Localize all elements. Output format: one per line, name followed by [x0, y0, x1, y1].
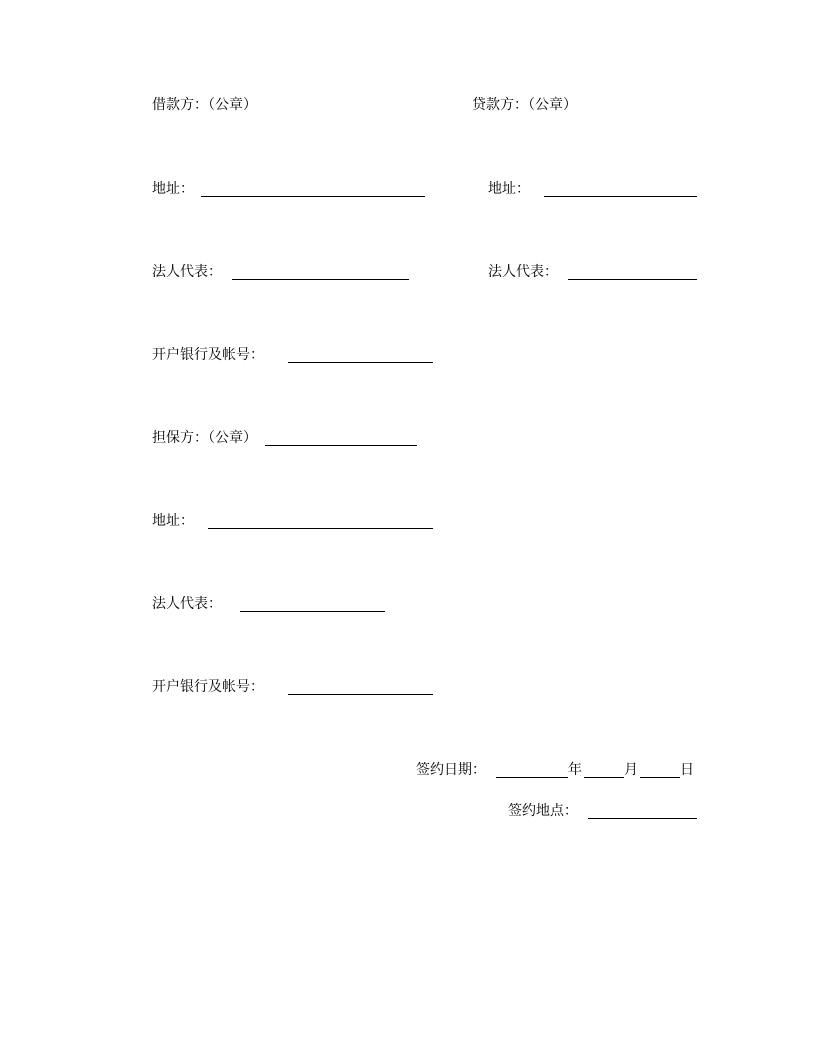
- guarantor-legal-rep-label: 法人代表：: [152, 596, 222, 612]
- borrower-bank-account-field[interactable]: [288, 362, 433, 363]
- guarantor-address-label: 地址：: [152, 513, 194, 529]
- signing-day-field[interactable]: [640, 777, 680, 778]
- year-label: 年: [568, 762, 582, 778]
- borrower-bank-account-label: 开户银行及帐号：: [152, 347, 264, 363]
- borrower-address-label: 地址：: [152, 181, 194, 197]
- guarantor-legal-rep-field[interactable]: [240, 611, 385, 612]
- lender-heading: 贷款方：（公章）: [472, 97, 577, 113]
- lender-address-field[interactable]: [544, 196, 697, 197]
- borrower-heading: 借款方：（公章）: [152, 97, 257, 113]
- guarantor-bank-account-field[interactable]: [288, 694, 433, 695]
- guarantor-heading: 担保方：（公章）: [152, 430, 257, 446]
- guarantor-bank-account-label: 开户银行及帐号：: [152, 679, 264, 695]
- borrower-address-field[interactable]: [201, 196, 425, 197]
- signing-date-label: 签约日期：: [416, 762, 486, 778]
- signing-year-field[interactable]: [496, 777, 568, 778]
- signing-month-field[interactable]: [584, 777, 624, 778]
- day-label: 日: [680, 762, 694, 778]
- guarantor-seal-field[interactable]: [265, 445, 417, 446]
- borrower-legal-rep-label: 法人代表：: [152, 264, 222, 280]
- guarantor-address-field[interactable]: [208, 528, 433, 529]
- signing-place-field[interactable]: [588, 818, 697, 819]
- borrower-legal-rep-field[interactable]: [232, 279, 409, 280]
- lender-legal-rep-field[interactable]: [568, 279, 697, 280]
- lender-legal-rep-label: 法人代表：: [488, 264, 558, 280]
- month-label: 月: [624, 762, 638, 778]
- signing-place-label: 签约地点：: [508, 803, 578, 819]
- lender-address-label: 地址：: [488, 181, 530, 197]
